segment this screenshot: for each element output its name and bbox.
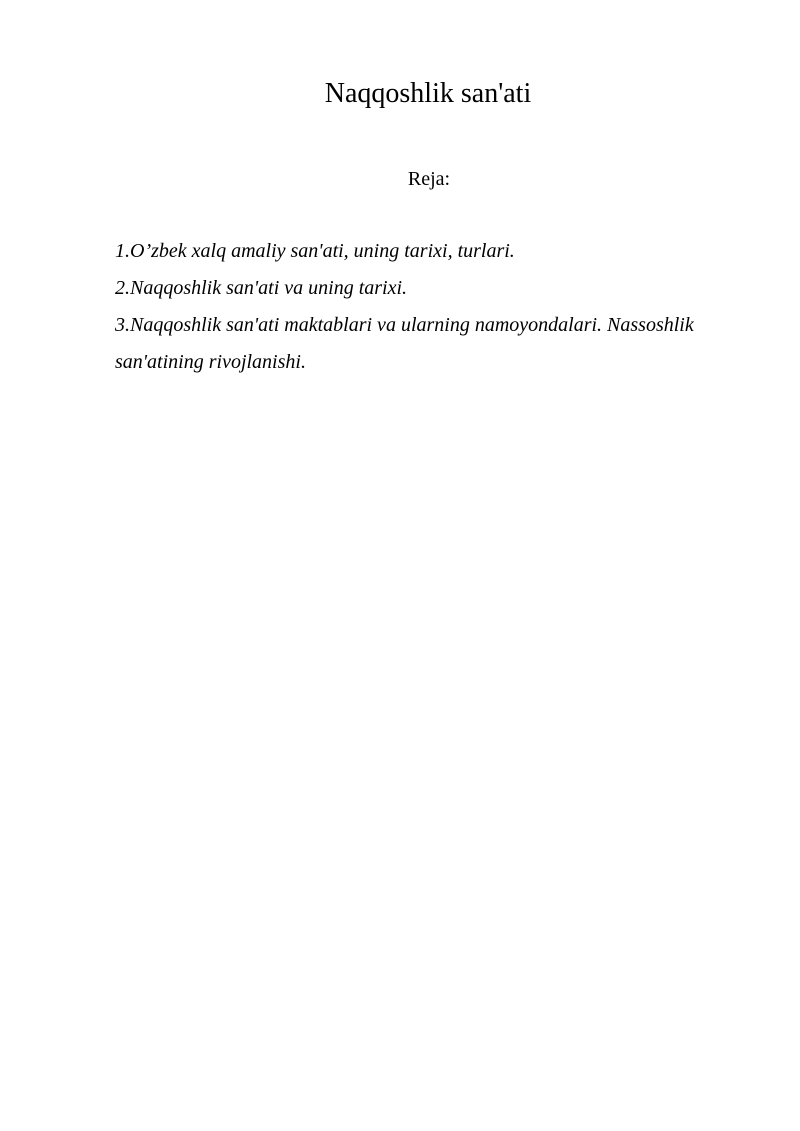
plan-item-1: 1.O’zbek xalq amaliy san'ati, uning tarixi, turlari.: [115, 240, 515, 262]
plan-list: [115, 233, 755, 381]
document-title: Naqqoshlik san'ati: [324, 78, 532, 109]
plan-item-3: 3.Naqqoshlik san'ati maktablari va ularning namoyondalari. Nassoshlik san'atining rivojlanishi.: [115, 314, 694, 373]
plan-item-2: 2.Naqqoshlik san'ati va uning tarixi.: [115, 277, 408, 299]
plan-heading: Reja:: [407, 168, 451, 190]
